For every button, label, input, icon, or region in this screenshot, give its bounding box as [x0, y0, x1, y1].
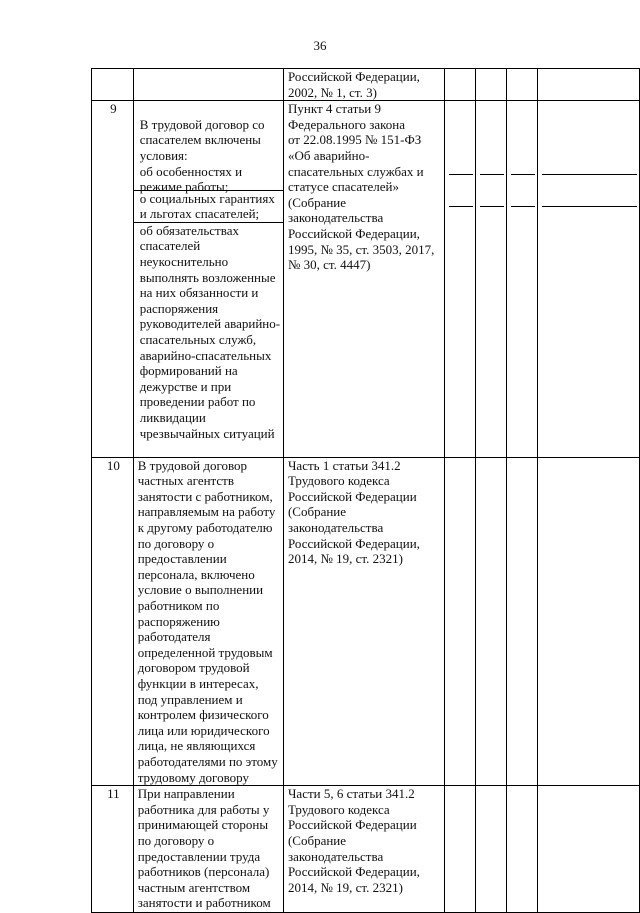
answer-na-cells	[511, 101, 536, 207]
table-row	[92, 69, 640, 101]
row-number: 11	[92, 786, 134, 913]
row-number	[92, 69, 134, 101]
condition-item: об обязательствах спасателей неукоснительно выполнять возложенные на них обязанности и распоряжения руководителей аварийно- спасательных служб, аварийно-спасательных формирований на дежурстве и при проведении работ по ликвидации чрезвычайных ситуаций	[134, 222, 283, 441]
note-cell	[538, 69, 640, 101]
condition-cell: В трудовой договор частных агентств занятости с работником, направляемым на работу к другому работодателю по договору о предоставлении персонала, включено условие о выполнении работником по распоряжению работодателя определенной трудовым договором трудовой функции в интересах, под управлением и контролем физического лица или юридического лица, не являющихся работодателями по этому трудовому договору	[133, 457, 283, 785]
condition-cell-group	[134, 117, 283, 441]
condition-item: о социальных гарантиях и льготах спасателей;	[134, 190, 283, 222]
answer-no-cell	[475, 786, 506, 913]
answer-na-cell	[506, 69, 538, 101]
condition-cell: При направлении работника для работы у принимающей стороны по договору о предоставлении труда работников (персонала) частным агентством занятости и работником	[133, 786, 283, 913]
condition-item: В трудовой договор со спасателем включены условия: об особенностях и режиме работы;	[139, 116, 265, 195]
answer-no-cell	[475, 69, 506, 101]
table-row	[92, 457, 640, 785]
answer-yes-cell	[445, 69, 476, 101]
legal-source-cell: Части 5, 6 статьи 341.2 Трудового кодекса Российской Федерации (Собрание законодательства Российской Федерации, 2014, № 19, ст. 2321)	[283, 786, 444, 913]
answer-yes-cell	[445, 786, 476, 913]
answer-yes-cell	[445, 457, 476, 785]
legal-source-cell: Российской Федерации, 2002, № 1, ст. 3)	[283, 69, 444, 101]
answer-na-cell	[506, 786, 538, 913]
answer-no-cells	[480, 101, 504, 207]
note-cell	[538, 786, 640, 913]
table-row	[92, 786, 640, 913]
note-cells	[542, 101, 637, 207]
answer-no-cell	[475, 457, 506, 785]
answer-yes-cells	[449, 101, 473, 207]
answer-na-cell	[506, 457, 538, 785]
row-number: 9	[92, 101, 134, 458]
table-row	[92, 101, 640, 458]
checklist-table	[91, 68, 640, 913]
row-number: 10	[92, 457, 134, 785]
note-cell	[538, 457, 640, 785]
condition-cell	[133, 69, 283, 101]
legal-source-cell: Часть 1 статьи 341.2 Трудового кодекса Российской Федерации (Собрание законодательства Российской Федерации, 2014, № 19, ст. 2321)	[283, 457, 444, 785]
page-number: 36	[313, 38, 327, 53]
legal-source-cell: Пункт 4 статьи 9 Федерального закона от 22.08.1995 № 151-ФЗ «Об аварийно- спасательных службах и статусе спасателей» (Собрание законодательства Российской Федерации, 1995, № 35, ст. 3503, 2017, № 30, ст. 4447)	[283, 101, 444, 458]
